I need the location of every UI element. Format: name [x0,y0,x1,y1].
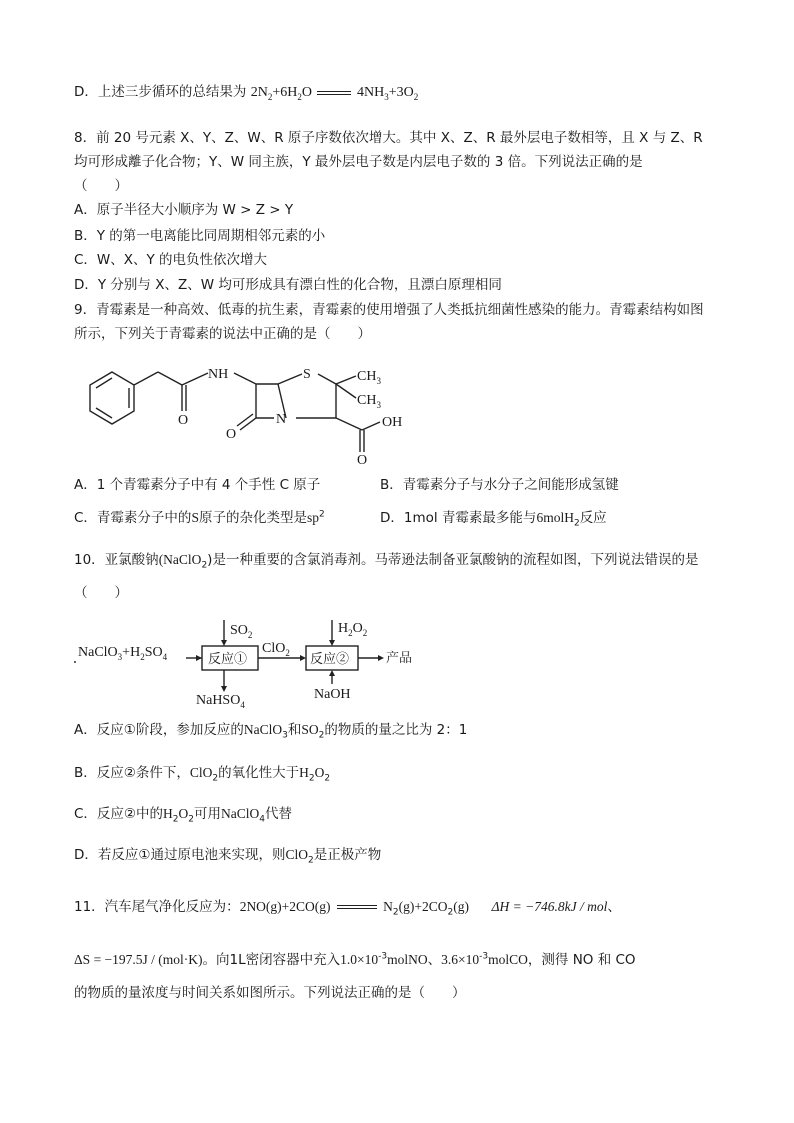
q10-option-c: C．反应②中的$H_2O_2$可用NaClO$_4$代替 [74,806,292,825]
flow-nahso4-label: NaHSO$_4$ [196,693,245,710]
q10-option-d: D．若反应①通过原电池来实现，则ClO$_2$是正极产物 [74,847,382,866]
q7-d-text: D．上述三步循环的总结果为 [74,84,247,100]
struct-o-label-3: O [357,453,368,466]
flow-product-label: 产品 [386,650,413,665]
struct-o-label-1: O [178,413,189,428]
q9-option-b: B．青霉素分子与水分子之间能形成氢键 [380,477,619,493]
q9-option-a: A．1 个青霉素分子中有 4 个手性 C 原子 [74,477,321,493]
struct-nh-label: NH [208,367,229,382]
q7-option-d [74,82,418,103]
q8-stem-line1: 8．前 20 号元素 X、Y、Z、W、R 原子序数依次增大。其中 X、Z、R 最外层电子数相等，且 X 与 Z、R [74,130,703,146]
q10-flow-diagram [74,612,434,712]
q11-stem-line2: ΔS = −197.5J / (mol·K)。向1L密闭容器中充入$1.0\times 10^{-3}molNO$、$3.6\times 10^{-3}molCO$，测得 NO 和 CO [74,951,636,968]
q9-stem-line2: 所示，下列关于青霉素的说法中正确的是（ ） [74,326,371,342]
struct-ch3-label-1: $CH_3$ [357,369,381,386]
q8-option-c: C．W、X、Y 的电负性依次增大 [74,252,268,268]
q11-stem-line1: 11．汽车尾气净化反应为：2NO(g)+2CO(g) $N_2(g)+2CO_2(g) \Delta H = -746.8kJ$ / mol、 [74,899,621,918]
q9-options-row-2 [74,508,734,528]
q9-option-d: D．1mol 青霉素最多能与6molH$_2$反应 [380,510,607,529]
flow-naoh-label: NaOH [314,687,351,702]
q8-option-b: B．Y 的第一电离能比同周期相邻元素的小 [74,228,326,244]
struct-o-label-2: O [226,427,237,442]
q10-option-b: B．反应②条件下，ClO$_2$的氧化性大于$H_2O_2$ [74,765,331,784]
q8-option-d: D．Y 分别与 X、Z、W 均可形成具有漂白性的化合物，且漂白原理相同 [74,277,502,293]
q9-stem-line1: 9．青霉素是一种高效、低毒的抗生素，青霉素的使用增强了人类抵抗细菌性感染的能力。青霉素结构如图 [74,302,704,318]
q8-option-a: A．原子半径大小顺序为 W > Z > Y [74,202,294,218]
penicillin-structure-diagram [74,356,434,466]
struct-oh-label: OH [382,415,403,430]
flow-clo2-label: ClO$_2$ [262,641,290,658]
flow-box1-label: 反应① [208,651,248,666]
flow-box2-label: 反应② [310,651,350,666]
flow-input-label: $NaClO_3+H_2SO_4$ [78,645,168,662]
q11-stem-line3: 的物质的量浓度与时间关系如图所示。下列说法正确的是（ ） [74,985,466,1001]
flow-h2o2-label: $H_2O_2$ [338,621,368,638]
q9-options-row-1 [74,475,734,495]
struct-s-label: S [303,367,311,382]
q10-answer-paren: （ ） [74,585,128,601]
q7-d-equation: $2N_2+6H_2O$ $4NH_3+3O_2$ [250,85,419,102]
q9-option-c: C．青霉素分子中的S原子的杂化类型是$sp^2$ [74,509,325,526]
q8-stem-line2: 均可形成離子化合物；Y、W 同主族，Y 最外层电子数是内层电子数的 3 倍。下列说法正确的是 [74,154,643,170]
flow-so2-label: $SO_2$ [230,623,253,640]
q10-option-a: A．反应①阶段，参加反应的NaClO$_3$和$SO_2$的物质的量之比为 2：1 [74,722,468,741]
q10-stem: 10．亚氯酸钠(NaClO$_2$)是一种重要的含氯消毒剂。马蒂逊法制备亚氯酸钠的流程如图，下列说法错误的是 [74,552,699,571]
q8-answer-paren: （ ） [74,178,128,194]
struct-ch3-label-2: $CH_3$ [357,393,381,410]
struct-n-label: N [276,412,287,427]
